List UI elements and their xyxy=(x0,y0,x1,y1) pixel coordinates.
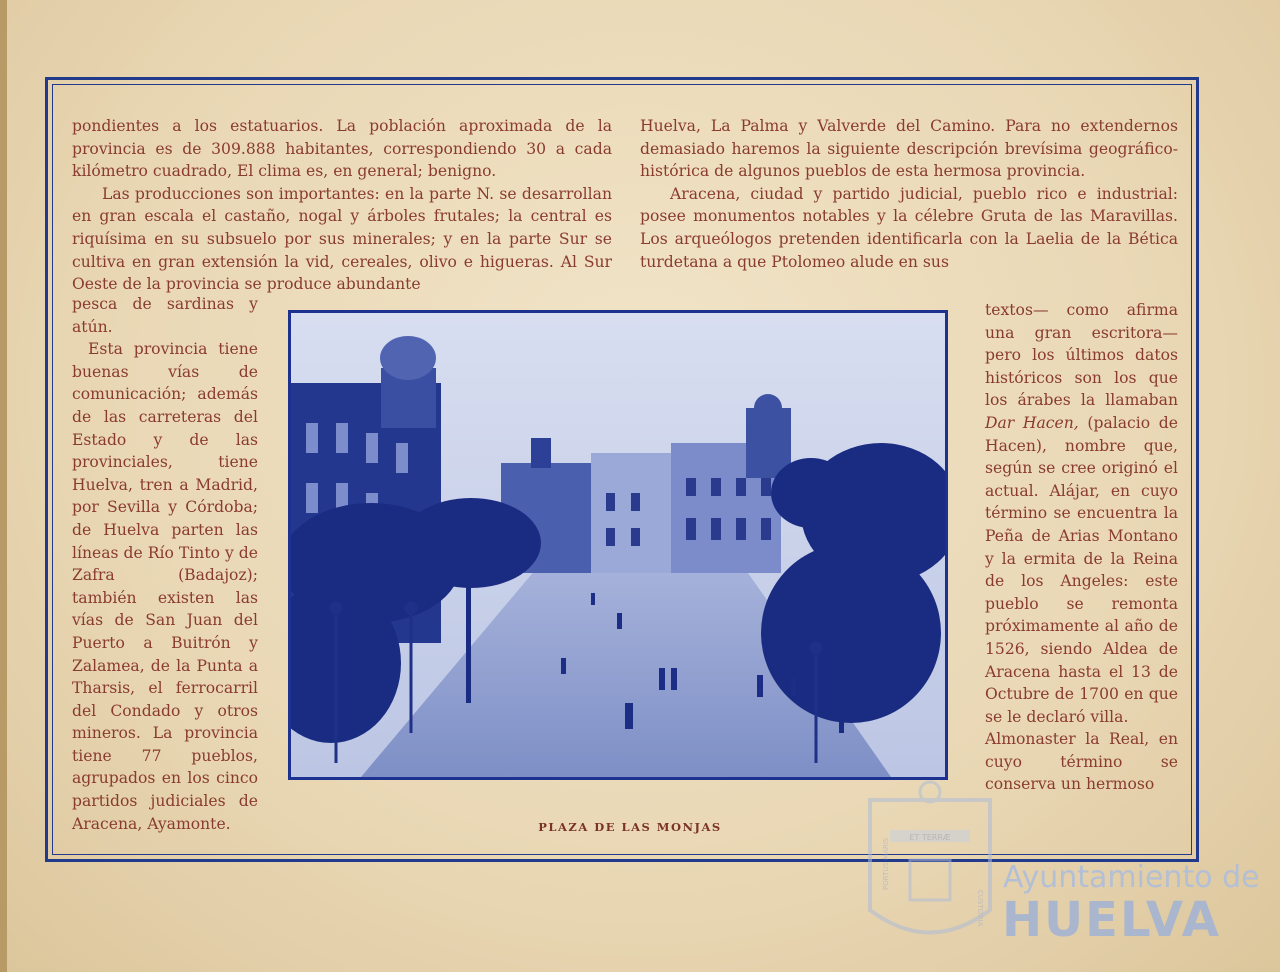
book-spine xyxy=(0,0,7,972)
paragraph: Huelva, La Palma y Valverde del Camino. Para no extendernos demasiado haremos la siguiente descripción brevísima geográfico-histórica de algunos pueblos de esta hermosa provincia. xyxy=(640,117,1178,181)
tower-icon xyxy=(910,860,950,900)
shield-motto-left: PORTUS MARIS xyxy=(882,837,890,890)
paragraph: Las producciones son importantes: en la parte N. se desarrollan en gran escala el castaño, nogal y árboles frutales; la central es riquísima en su subsuelo por sus minerales; y en la parte Sur se cultiva en gran extensión la vid, cereales, olivo e higueras. Al Sur Oeste de la provincia se produce abundante xyxy=(72,184,612,294)
left-column-narrow xyxy=(72,293,258,835)
plaza-photograph xyxy=(288,310,948,780)
plaza-photo-illustration xyxy=(291,313,945,777)
paragraph: pesca de sardinas y atún. xyxy=(72,295,258,336)
paragraph: Esta provincia tiene buenas vías de comunicación; además de las carreteras del Estado y de las provinciales, tiene Huelva, tren a Madrid, por Sevilla y Córdoba; de Huelva parten las líneas de Río Tinto y de Zafra (Badajoz); también existen las vías de San Juan del Puerto a Buitrón y Zalamea, de la Punta a Tharsis, el ferrocarril del Condado y otros mineros. La provincia tiene 77 pueblos, agrupados en los cinco partidos judiciales de Aracena, Ayamonte. xyxy=(72,340,258,833)
italic-term: Dar Hacen, xyxy=(985,413,1079,432)
text-run: textos— como afirma una gran escritora— pero los últimos datos históricos son los que los árabes la llamaban xyxy=(985,301,1178,410)
paragraph xyxy=(985,299,1178,728)
watermark-line-2: HUELVA xyxy=(1002,892,1221,948)
paragraph: Aracena, ciudad y partido judicial, pueblo rico e industrial: posee monumentos notables y la célebre Gruta de las Maravillas. Los arqueólogos pretenden identificarla con la Laelia de la Bética turdetana a que Ptolomeo alude en sus xyxy=(640,184,1178,271)
photo-caption: PLAZA DE LAS MONJAS xyxy=(538,820,722,834)
left-column-top xyxy=(72,115,612,296)
watermark-line-1: Ayuntamiento de xyxy=(1003,860,1260,895)
shield-ribbon-text: ET TERRÆ xyxy=(909,833,951,842)
right-column-narrow xyxy=(985,299,1178,796)
right-column-top xyxy=(640,115,1178,273)
shield-motto-right: CUSTODIA xyxy=(976,890,984,927)
paragraph: Almonaster la Real, en cuyo término se conserva un hermoso xyxy=(985,730,1178,794)
paragraph: pondientes a los estatuarios. La población aproximada de la provincia es de 309.888 habitantes, correspondiendo 30 a cada kilómetro cuadrado, El clima es, en general; benigno. xyxy=(72,117,612,181)
text-run: (palacio de Hacen), nombre que, según se cree originó el actual. Alájar, en cuyo término se encuentra la Peña de Arias Montano y la ermita de la Reina de los Angeles: este pueblo se remonta próximamente al año de 1526, siendo Aldea de Aracena hasta el 13 de Octubre de 1700 en que se le declaró villa. xyxy=(985,413,1178,726)
